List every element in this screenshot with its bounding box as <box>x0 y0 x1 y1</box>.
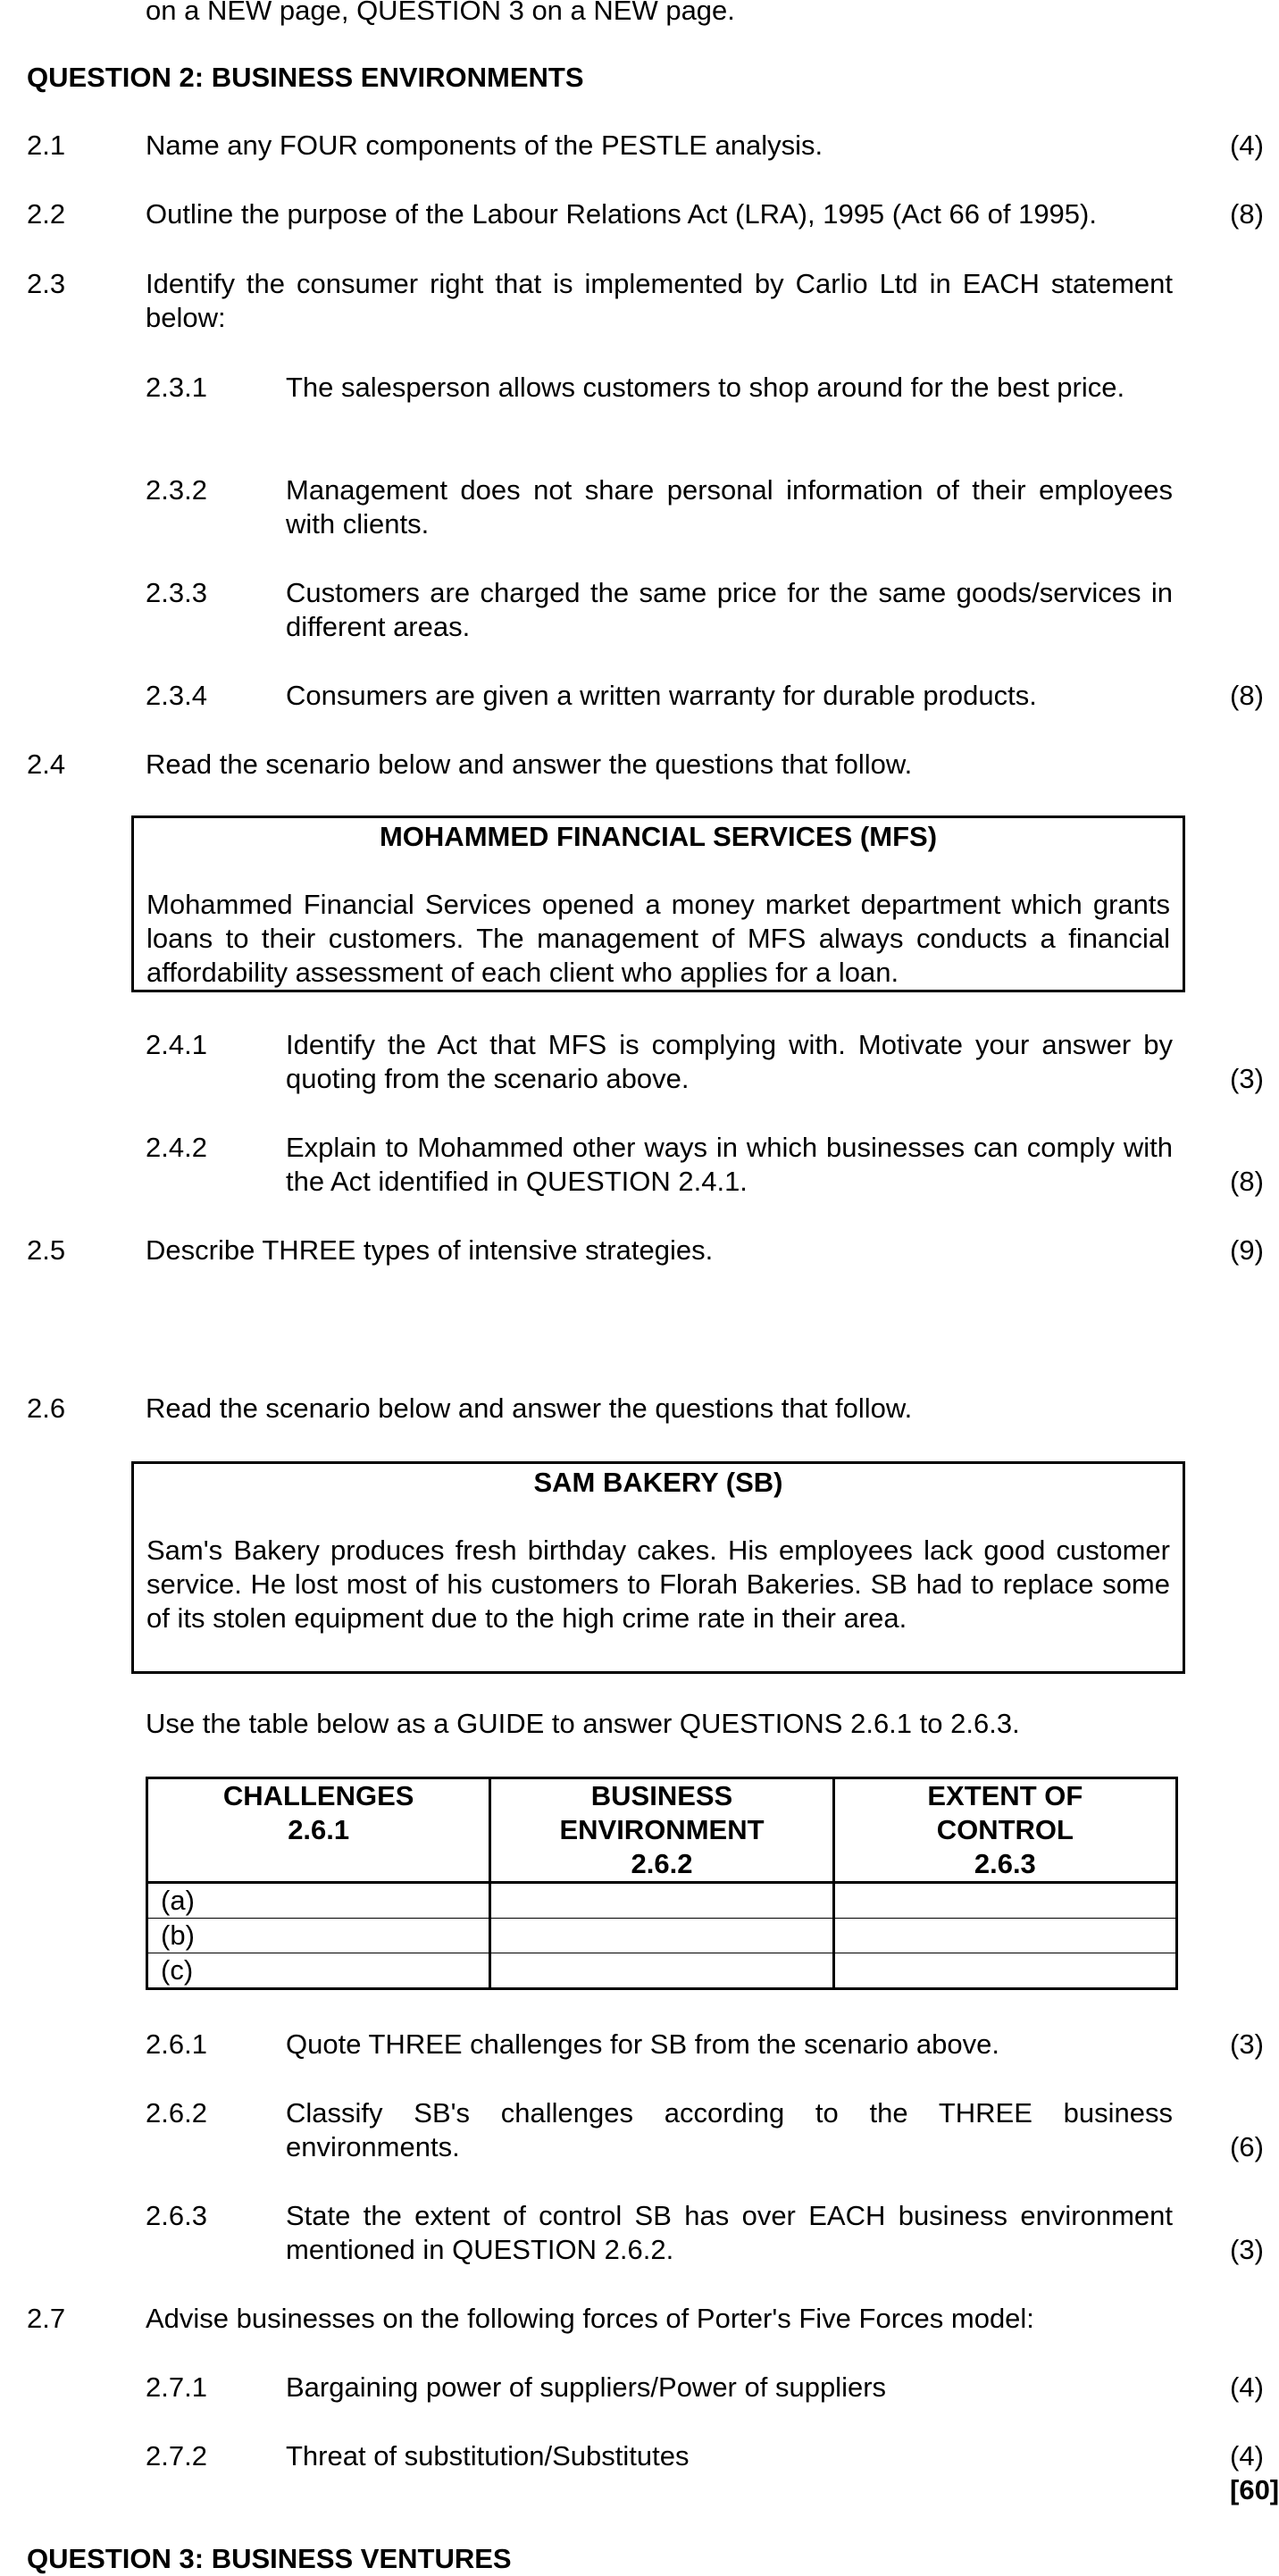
table-row <box>147 1953 1177 1989</box>
sub-question-text: Customers are charged the same price for the same goods/services in different areas. <box>286 577 1173 642</box>
table-cell <box>833 1953 1176 1989</box>
header-extent-of-control <box>833 1778 1176 1883</box>
sub-question-text: Consumers are given a written warranty for durable products. <box>286 680 1037 711</box>
sub-question-text: Classify SB's challenges according to the THREE business environments. <box>286 2097 1173 2162</box>
sub-question-number: 2.3.4 <box>146 680 207 711</box>
question-number: 2.7 <box>27 2303 66 2334</box>
mark-allocation: (9) <box>1230 1234 1264 1266</box>
sub-question-number: 2.6.3 <box>146 2200 207 2231</box>
sub-question-text: State the extent of control SB has over EACH business environment mentioned in QUESTION 2.6.2. <box>286 2200 1173 2265</box>
mark-allocation: (4) <box>1230 2440 1264 2471</box>
scenario-text: Mohammed Financial Services opened a money market department which grants loans to their customers. The management of MFS always conducts a financial affordability assessment of each client who applies for a loan. <box>146 889 1170 988</box>
question-text: Read the scenario below and answer the questions that follow. <box>146 1393 913 1424</box>
sub-question-number: 2.6.1 <box>146 2028 207 2060</box>
sub-question-text: Identify the Act that MFS is complying with. Motivate your answer by quoting from the scenario above. <box>286 1029 1173 1094</box>
question-2-heading: QUESTION 2: BUSINESS ENVIRONMENTS <box>27 62 584 93</box>
header-line: BUSINESS <box>590 1780 733 1811</box>
header-business-environment <box>490 1778 833 1883</box>
sub-question-text: Quote THREE challenges for SB from the scenario above. <box>286 2028 999 2060</box>
table-cell <box>833 1883 1176 1919</box>
table-row <box>147 1919 1177 1953</box>
question-number: 2.4 <box>27 749 66 780</box>
mark-allocation: (4) <box>1230 2371 1264 2403</box>
scenario-title: MOHAMMED FINANCIAL SERVICES (MFS) <box>379 821 938 852</box>
row-label: (b) <box>147 1919 490 1953</box>
guide-table <box>146 1777 1178 1990</box>
question-total: [60] <box>1230 2474 1279 2505</box>
table-header-row <box>147 1778 1177 1883</box>
header-line: CHALLENGES <box>222 1780 414 1811</box>
question-number: 2.1 <box>27 130 66 161</box>
sub-question-number: 2.7.2 <box>146 2440 207 2471</box>
sub-question-number: 2.4.2 <box>146 1132 207 1163</box>
header-line: 2.6.3 <box>974 1848 1036 1879</box>
question-text: Read the scenario below and answer the questions that follow. <box>146 749 913 780</box>
question-text: Name any FOUR components of the PESTLE analysis. <box>146 130 823 161</box>
question-text: Identify the consumer right that is implemented by Carlio Ltd in EACH statement below: <box>146 268 1173 333</box>
row-label: (a) <box>147 1883 490 1919</box>
continuation-text: on a NEW page, QUESTION 3 on a NEW page. <box>146 0 735 26</box>
question-text: Describe THREE types of intensive strategies. <box>146 1234 714 1266</box>
mark-allocation: (6) <box>1230 2131 1264 2162</box>
question-number: 2.2 <box>27 198 66 230</box>
sub-question-text: Explain to Mohammed other ways in which businesses can comply with the Act identified in QUESTION 2.4.1. <box>286 1132 1173 1197</box>
table-row <box>147 1883 1177 1919</box>
row-label: (c) <box>147 1953 490 1989</box>
scenario-box-mfs <box>131 815 1185 992</box>
mark-allocation: (8) <box>1230 680 1264 711</box>
question-number: 2.6 <box>27 1393 66 1424</box>
table-cell <box>490 1919 833 1953</box>
sub-question-number: 2.7.1 <box>146 2371 207 2403</box>
question-3-heading: QUESTION 3: BUSINESS VENTURES <box>27 2543 512 2574</box>
scenario-title: SAM BAKERY (SB) <box>533 1467 783 1498</box>
sub-question-number: 2.6.2 <box>146 2097 207 2129</box>
sub-question-text: Threat of substitution/Substitutes <box>286 2440 690 2471</box>
table-cell <box>490 1953 833 1989</box>
mark-allocation: (8) <box>1230 198 1264 230</box>
header-line: ENVIRONMENT <box>559 1814 765 1845</box>
mark-allocation: (8) <box>1230 1166 1264 1197</box>
header-line: EXTENT OF <box>927 1780 1083 1811</box>
header-challenges <box>147 1778 490 1883</box>
question-number: 2.5 <box>27 1234 66 1266</box>
scenario-box-sb <box>131 1461 1185 1674</box>
sub-question-number: 2.4.1 <box>146 1029 207 1060</box>
scenario-text: Sam's Bakery produces fresh birthday cakes. His employees lack good customer service. He lost most of his customers to Florah Bakeries. SB had to replace some of its stolen equipment due to the high crime rate in their area. <box>146 1535 1170 1634</box>
sub-question-text: The salesperson allows customers to shop around for the best price. <box>286 372 1125 403</box>
question-text: Advise businesses on the following forces of Porter's Five Forces model: <box>146 2303 1034 2334</box>
sub-question-number: 2.3.1 <box>146 372 207 403</box>
table-cell <box>490 1883 833 1919</box>
mark-allocation: (3) <box>1230 1063 1264 1094</box>
guide-instruction: Use the table below as a GUIDE to answer QUESTIONS 2.6.1 to 2.6.3. <box>146 1708 1020 1739</box>
header-line: 2.6.1 <box>288 1814 350 1845</box>
header-line: CONTROL <box>936 1814 1074 1845</box>
sub-question-number: 2.3.2 <box>146 474 207 506</box>
sub-question-text: Bargaining power of suppliers/Power of suppliers <box>286 2371 887 2403</box>
mark-allocation: (4) <box>1230 130 1264 161</box>
sub-question-number: 2.3.3 <box>146 577 207 608</box>
question-text: Outline the purpose of the Labour Relations Act (LRA), 1995 (Act 66 of 1995). <box>146 198 1097 230</box>
mark-allocation: (3) <box>1230 2028 1264 2060</box>
sub-question-text: Management does not share personal information of their employees with clients. <box>286 474 1173 539</box>
header-line: 2.6.2 <box>631 1848 693 1879</box>
mark-allocation: (3) <box>1230 2234 1264 2265</box>
question-number: 2.3 <box>27 268 66 299</box>
table-cell <box>833 1919 1176 1953</box>
